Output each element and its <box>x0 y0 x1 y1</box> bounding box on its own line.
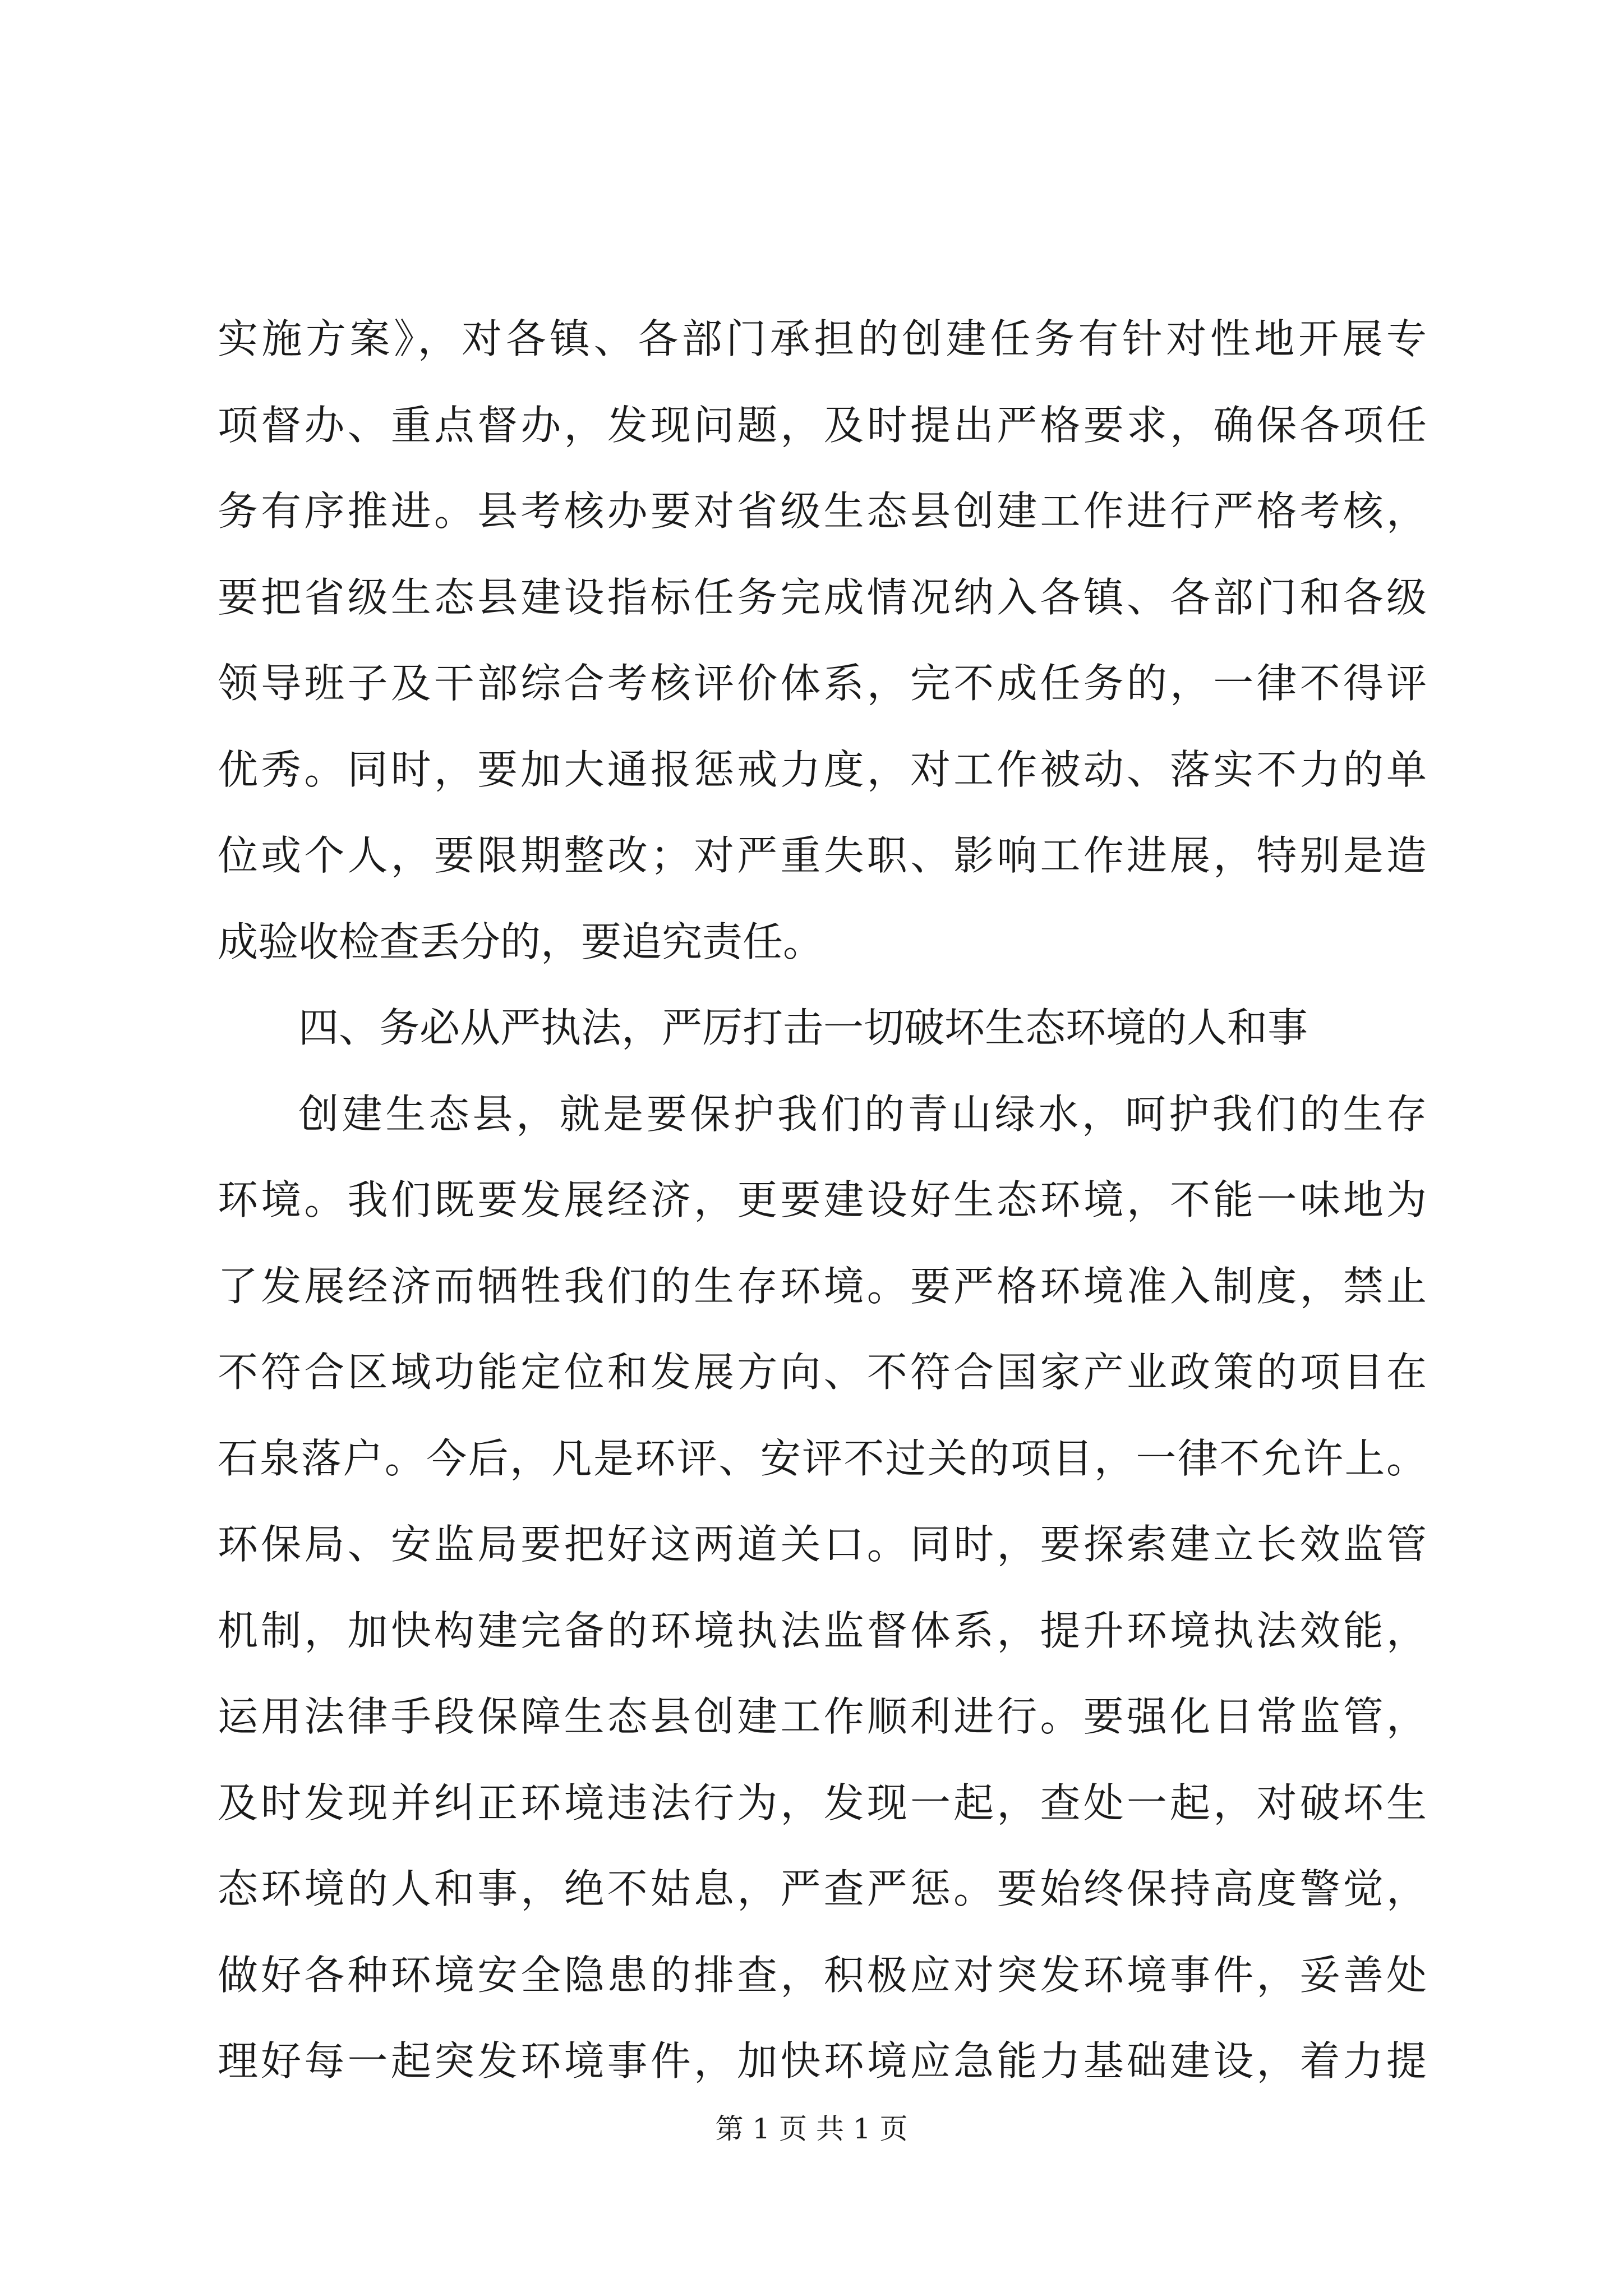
document-body <box>218 296 1427 2105</box>
text-line: 运用法律手段保障生态县创建工作顺利进行。要强化日常监管， <box>218 1693 1427 1740</box>
text-line: 要把省级生态县建设指标任务完成情况纳入各镇、各部门和各级 <box>218 573 1427 621</box>
text-line: 成验收检查丢分的，要追究责任。 <box>218 918 824 965</box>
text-line: 理好每一起突发环境事件，加快环境应急能力基础建设，着力提 <box>218 2037 1427 2085</box>
text-line: 了发展经济而牺牲我们的生存环境。要严格环境准入制度，禁止 <box>218 1262 1427 1310</box>
section-heading: 四、务必从严执法，严厉打击一切破坏生态环境的人和事 <box>298 1004 1308 1051</box>
page-number-label: 第 1 页 共 1 页 <box>715 2113 908 2145</box>
text-line: 项督办、重点督办，发现问题，及时提出严格要求，确保各项任 <box>218 401 1427 449</box>
text-line: 环保局、安监局要把好这两道关口。同时，要探索建立长效监管 <box>218 1521 1427 1568</box>
text-line: 优秀。同时，要加大通报惩戒力度，对工作被动、落实不力的单 <box>218 746 1427 793</box>
text-line: 石泉落户。今后，凡是环评、安评不过关的项目，一律不允许上。 <box>218 1434 1427 1482</box>
text-line: 创建生态县，就是要保护我们的青山绿水，呵护我们的生存 <box>298 1090 1427 1138</box>
text-line: 环境。我们既要发展经济，更要建设好生态环境，不能一味地为 <box>218 1176 1427 1223</box>
text-line: 态环境的人和事，绝不姑息，严查严惩。要始终保持高度警觉， <box>218 1865 1427 1912</box>
text-line: 位或个人，要限期整改；对严重失职、影响工作进展，特别是造 <box>218 832 1427 879</box>
text-line: 及时发现并纠正环境违法行为，发现一起，查处一起，对破坏生 <box>218 1779 1427 1826</box>
text-line: 做好各种环境安全隐患的排查，积极应对突发环境事件，妥善处 <box>218 1951 1427 1999</box>
text-line: 机制，加快构建完备的环境执法监督体系，提升环境执法效能， <box>218 1607 1427 1654</box>
text-line: 实施方案》，对各镇、各部门承担的创建任务有针对性地开展专 <box>218 315 1427 362</box>
text-line: 领导班子及干部综合考核评价体系，完不成任务的，一律不得评 <box>218 660 1427 707</box>
text-line: 不符合区域功能定位和发展方向、不符合国家产业政策的项目在 <box>218 1349 1427 1396</box>
text-line: 务有序推进。县考核办要对省级生态县创建工作进行严格考核， <box>218 487 1427 535</box>
page-footer <box>0 2106 1623 2147</box>
